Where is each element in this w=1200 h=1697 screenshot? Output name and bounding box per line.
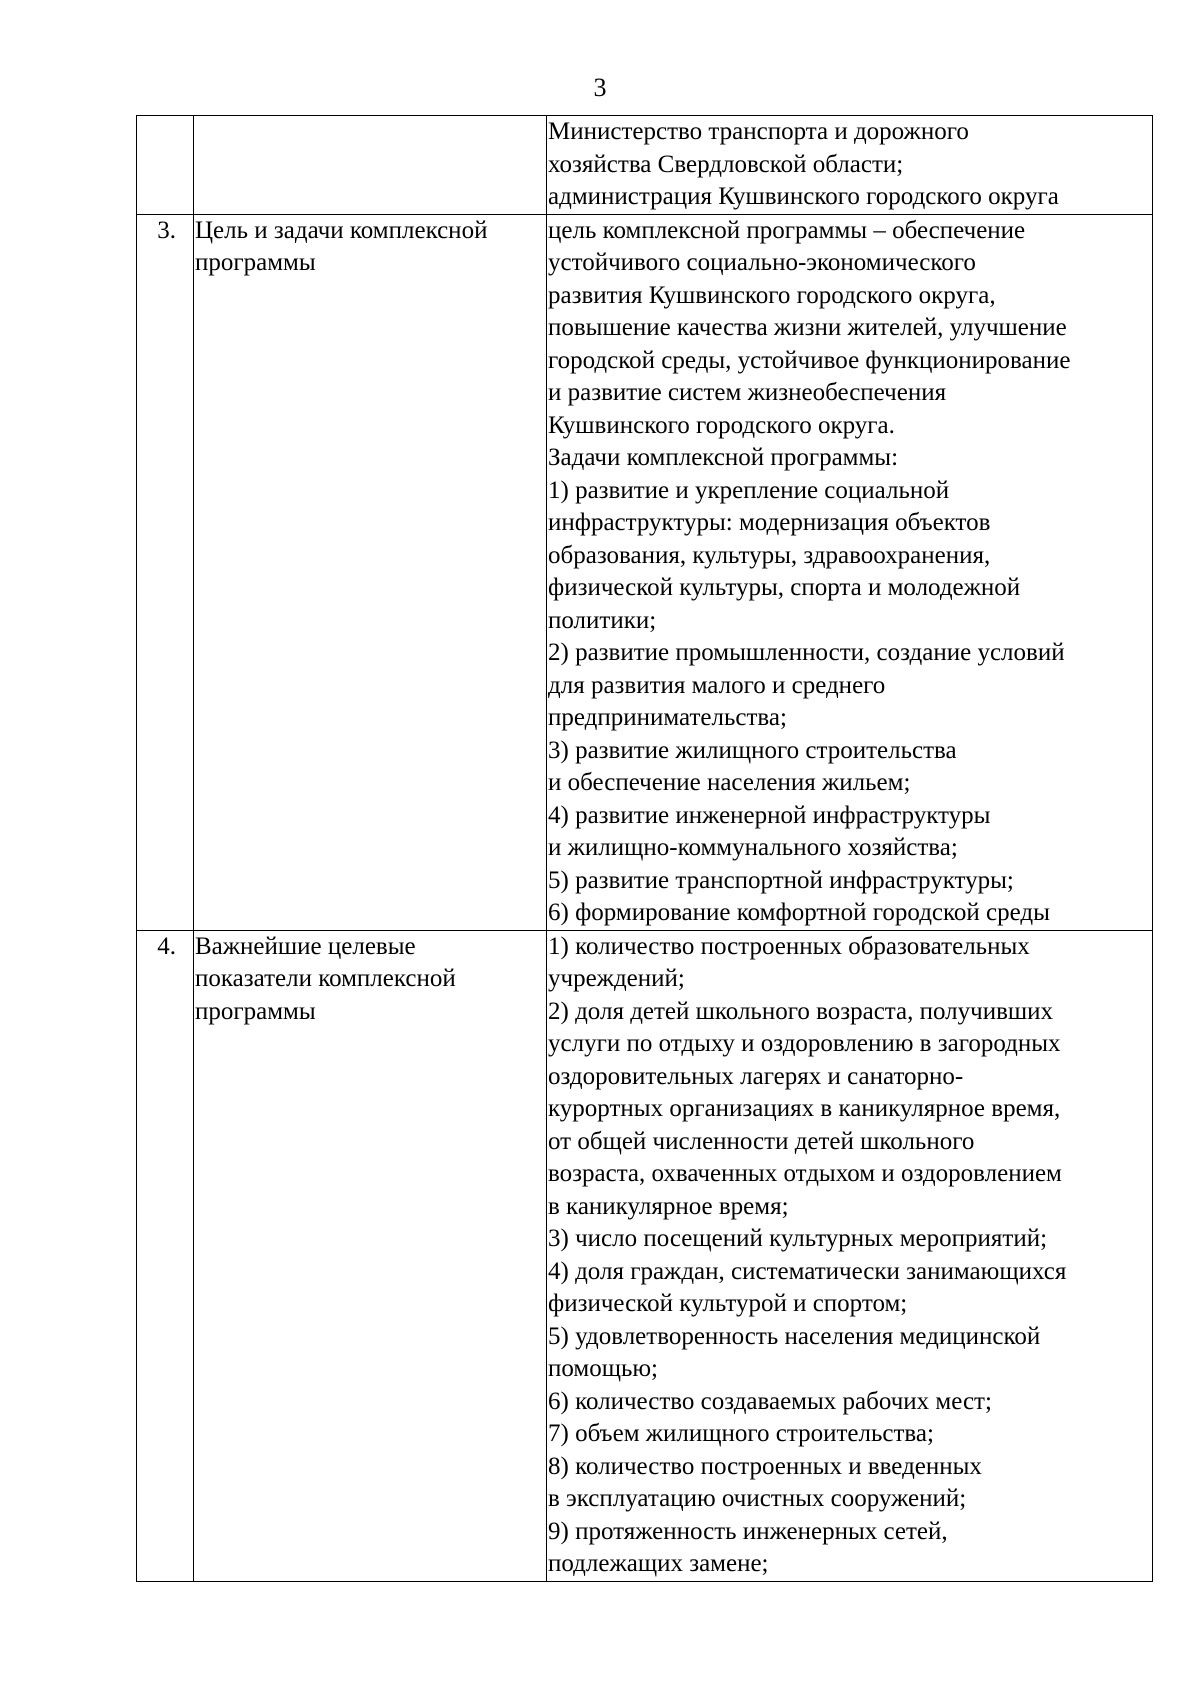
- row-value-line: Кушвинского городского округа.: [548, 411, 895, 439]
- table-row: [137, 214, 1153, 930]
- table-row: [137, 930, 1153, 1581]
- row-value-line: администрация Кушвинского городского округа: [548, 183, 1059, 210]
- row-value-line: помощью;: [548, 1355, 658, 1382]
- row-value-line: образования, культуры, здравоохранения,: [548, 541, 991, 569]
- row-value-line: 2) доля детей школьного возраста, получивших: [548, 997, 1054, 1025]
- row-value-line: городской среды, устойчивое функционирование: [548, 346, 1071, 374]
- row-value-cell: [547, 930, 1153, 1581]
- row-value-line: услуги по отдыху и оздоровлению в загородных: [548, 1030, 1061, 1057]
- row-value-line: в каникулярное время;: [548, 1192, 789, 1220]
- row-value-line: 6) формирование комфортной городской среды: [548, 899, 1050, 926]
- row-value-line: в эксплуатацию очистных сооружений;: [548, 1485, 967, 1512]
- row-name-cell: [194, 930, 547, 1581]
- row-name-line: Цель и задачи комплексной: [195, 216, 488, 244]
- table-body: [137, 116, 1153, 1582]
- row-value-line: Министерство транспорта и дорожного: [548, 118, 969, 145]
- row-value-line: учреждений;: [548, 965, 685, 992]
- row-value-line: хозяйства Свердловской области;: [548, 150, 904, 178]
- row-value-line: повышение качества жизни жителей, улучшение: [548, 314, 1067, 341]
- row-value-line: 2) развитие промышленности, создание условий: [548, 639, 1065, 666]
- row-value-line: устойчивого социально-экономического: [548, 249, 976, 276]
- row-name-line: Важнейшие целевые: [195, 932, 416, 960]
- row-value-line: 5) развитие транспортной инфраструктуры;: [548, 866, 1014, 894]
- row-name-line: программы: [195, 997, 316, 1025]
- row-value-line: 7) объем жилищного строительства;: [548, 1420, 934, 1447]
- row-value-cell: [547, 214, 1153, 930]
- row-value-line: 1) количество построенных образовательных: [548, 932, 1030, 960]
- row-number-cell: [137, 116, 194, 215]
- row-value-line: оздоровительных лагерях и санаторно-: [548, 1062, 964, 1090]
- row-value-line: подлежащих замене;: [548, 1550, 769, 1577]
- row-number-cell: 3.: [137, 214, 194, 930]
- row-value-line: возраста, охваченных отдыхом и оздоровлением: [548, 1160, 1062, 1187]
- row-name-cell: [194, 116, 547, 215]
- row-value-line: от общей численности детей школьного: [548, 1127, 975, 1155]
- row-value-line: политики;: [548, 606, 657, 634]
- row-name-line: программы: [195, 249, 316, 276]
- row-value-line: предпринимательства;: [548, 704, 787, 731]
- row-value-line: 9) протяженность инженерных сетей,: [548, 1517, 948, 1545]
- row-value-line: курортных организациях в каникулярное время,: [548, 1095, 1061, 1122]
- row-value-line: и жилищно-коммунального хозяйства;: [548, 834, 958, 861]
- row-name-cell: [194, 214, 547, 930]
- row-value-line: и обеспечение населения жильем;: [548, 769, 911, 796]
- row-value-line: инфраструктуры: модернизация объектов: [548, 509, 991, 536]
- row-value-line: 6) количество создаваемых рабочих мест;: [548, 1387, 992, 1415]
- row-value-line: Задачи комплексной программы:: [548, 444, 899, 471]
- page-number: 3: [593, 73, 607, 102]
- row-value-line: развития Кушвинского городского округа,: [548, 281, 996, 309]
- row-value-line: 4) развитие инженерной инфраструктуры: [548, 801, 991, 829]
- row-value-line: 3) развитие жилищного строительства: [548, 736, 957, 764]
- row-value-line: 4) доля граждан, систематически занимающихся: [548, 1257, 1067, 1285]
- row-value-line: цель комплексной программы – обеспечение: [548, 216, 1026, 244]
- passport-table: [136, 115, 1153, 1582]
- row-value-line: и развитие систем жизнеобеспечения: [548, 379, 947, 406]
- row-value-line: 5) удовлетворенность населения медицинской: [548, 1322, 1041, 1350]
- row-value-line: 8) количество построенных и введенных: [548, 1452, 982, 1480]
- row-value-line: физической культуры, спорта и молодежной: [548, 574, 1021, 601]
- row-value-line: 1) развитие и укрепление социальной: [548, 476, 950, 504]
- row-value-cell: [547, 116, 1153, 215]
- row-name-line: показатели комплексной: [195, 965, 456, 992]
- row-value-line: физической культурой и спортом;: [548, 1290, 908, 1317]
- table-row: [137, 116, 1153, 215]
- row-number-cell: 4.: [137, 930, 194, 1581]
- row-value-line: для развития малого и среднего: [548, 671, 886, 699]
- row-value-line: 3) число посещений культурных мероприятий;: [548, 1225, 1048, 1252]
